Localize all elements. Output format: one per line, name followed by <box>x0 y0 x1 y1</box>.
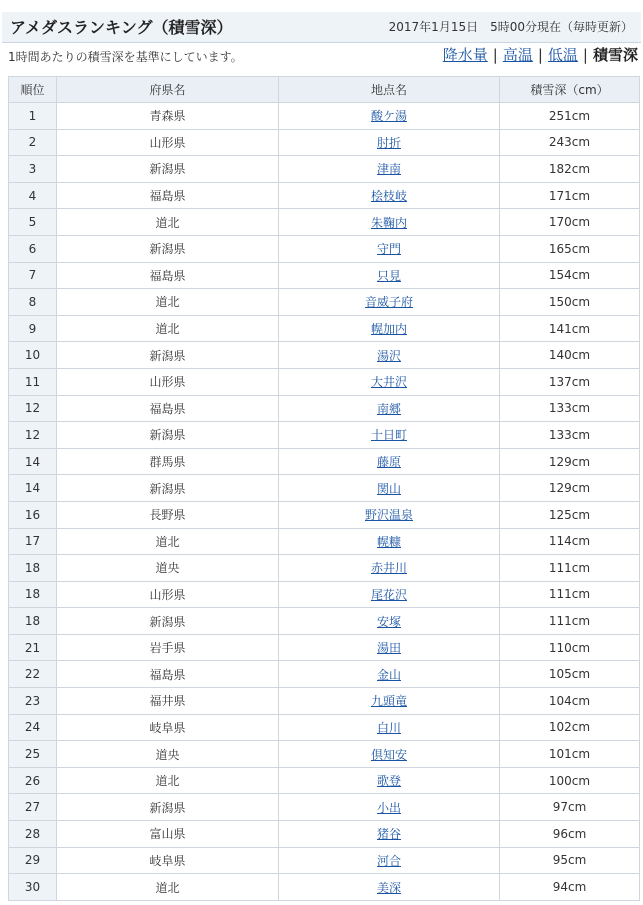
prefecture-cell: 道北 <box>57 528 279 555</box>
prefecture-cell: 新潟県 <box>57 156 279 183</box>
station-link[interactable]: 湯田 <box>376 641 401 656</box>
prefecture-cell: 山形県 <box>57 368 279 395</box>
station-link[interactable]: 守門 <box>376 242 401 257</box>
table-row <box>9 368 640 395</box>
station-link[interactable]: 倶知安 <box>370 747 407 762</box>
station-link[interactable]: 酸ケ湯 <box>370 109 407 124</box>
station-cell <box>279 235 500 262</box>
station-cell <box>279 688 500 715</box>
snow-depth-cell: 137cm <box>500 368 640 395</box>
rank-cell: 22 <box>9 661 57 688</box>
station-link[interactable]: 幌糠 <box>376 534 401 549</box>
table-row <box>9 608 640 635</box>
snow-depth-cell: 141cm <box>500 315 640 342</box>
station-link[interactable]: 南郷 <box>376 401 401 416</box>
station-cell <box>279 475 500 502</box>
station-link[interactable]: 湯沢 <box>376 348 401 363</box>
rank-cell: 8 <box>9 289 57 316</box>
prefecture-cell: 福島県 <box>57 182 279 209</box>
table-row <box>9 182 640 209</box>
table-row <box>9 767 640 794</box>
prefecture-cell: 長野県 <box>57 501 279 528</box>
station-cell <box>279 767 500 794</box>
station-link[interactable]: 津南 <box>376 162 401 177</box>
page-title: アメダスランキング（積雪深） <box>10 18 233 37</box>
rank-cell: 24 <box>9 714 57 741</box>
snow-depth-cell: 133cm <box>500 422 640 449</box>
snow-depth-cell: 101cm <box>500 741 640 768</box>
station-cell <box>279 342 500 369</box>
prefecture-cell: 新潟県 <box>57 608 279 635</box>
nav-current-snow-depth: 積雪深 <box>592 46 638 64</box>
prefecture-cell: 新潟県 <box>57 422 279 449</box>
table-row <box>9 874 640 901</box>
rank-cell: 17 <box>9 528 57 555</box>
rank-cell: 18 <box>9 608 57 635</box>
nav-separator: | <box>492 46 498 64</box>
station-link[interactable]: 関山 <box>376 481 401 496</box>
station-cell <box>279 555 500 582</box>
rank-cell: 21 <box>9 634 57 661</box>
table-row <box>9 821 640 848</box>
table-row <box>9 741 640 768</box>
nav-link-low-temp[interactable]: 低温 <box>547 46 578 64</box>
column-header-station: 地点名 <box>279 77 500 103</box>
nav-separator: | <box>537 46 543 64</box>
column-header-rank: 順位 <box>9 77 57 103</box>
prefecture-cell: 青森県 <box>57 103 279 130</box>
table-row <box>9 448 640 475</box>
station-cell <box>279 422 500 449</box>
station-link[interactable]: 尾花沢 <box>370 587 407 602</box>
rank-cell: 14 <box>9 448 57 475</box>
station-link[interactable]: 音威子府 <box>364 295 413 310</box>
station-cell <box>279 103 500 130</box>
snow-depth-cell: 111cm <box>500 608 640 635</box>
table-row <box>9 422 640 449</box>
table-row <box>9 156 640 183</box>
snow-depth-cell: 110cm <box>500 634 640 661</box>
snow-depth-cell: 154cm <box>500 262 640 289</box>
table-row <box>9 634 640 661</box>
station-cell <box>279 847 500 874</box>
rank-cell: 11 <box>9 368 57 395</box>
rank-cell: 26 <box>9 767 57 794</box>
prefecture-cell: 岐阜県 <box>57 714 279 741</box>
table-row <box>9 289 640 316</box>
prefecture-cell: 道央 <box>57 741 279 768</box>
rank-cell: 1 <box>9 103 57 130</box>
update-timestamp: 2017年1月15日 5時00分現在（毎時更新） <box>388 20 633 34</box>
station-link[interactable]: 野沢温泉 <box>364 508 413 523</box>
table-row <box>9 342 640 369</box>
rank-cell: 30 <box>9 874 57 901</box>
station-link[interactable]: 金山 <box>376 667 401 682</box>
rank-cell: 4 <box>9 182 57 209</box>
rank-cell: 6 <box>9 235 57 262</box>
prefecture-cell: 道央 <box>57 555 279 582</box>
rank-cell: 23 <box>9 688 57 715</box>
prefecture-cell: 山形県 <box>57 129 279 156</box>
snow-depth-cell: 95cm <box>500 847 640 874</box>
station-cell <box>279 209 500 236</box>
snow-depth-cell: 129cm <box>500 475 640 502</box>
prefecture-cell: 新潟県 <box>57 235 279 262</box>
table-row <box>9 129 640 156</box>
table-row <box>9 103 640 130</box>
prefecture-cell: 福井県 <box>57 688 279 715</box>
table-row <box>9 315 640 342</box>
station-cell <box>279 368 500 395</box>
rank-cell: 12 <box>9 422 57 449</box>
prefecture-cell: 福島県 <box>57 661 279 688</box>
rank-cell: 14 <box>9 475 57 502</box>
station-cell <box>279 741 500 768</box>
table-row <box>9 714 640 741</box>
column-header-snow-depth: 積雪深（cm） <box>500 77 640 103</box>
station-cell <box>279 262 500 289</box>
snow-depth-cell: 102cm <box>500 714 640 741</box>
station-cell <box>279 661 500 688</box>
prefecture-cell: 福島県 <box>57 395 279 422</box>
station-link[interactable]: 白川 <box>376 720 401 735</box>
snow-depth-cell: 100cm <box>500 767 640 794</box>
snow-depth-cell: 97cm <box>500 794 640 821</box>
table-row <box>9 235 640 262</box>
snow-depth-cell: 150cm <box>500 289 640 316</box>
station-link[interactable]: 幌加内 <box>370 322 407 337</box>
station-cell <box>279 129 500 156</box>
snow-depth-cell: 133cm <box>500 395 640 422</box>
station-link[interactable]: 藤原 <box>376 455 401 470</box>
rank-cell: 7 <box>9 262 57 289</box>
table-row <box>9 395 640 422</box>
table-row <box>9 794 640 821</box>
snow-depth-cell: 94cm <box>500 874 640 901</box>
station-cell <box>279 714 500 741</box>
station-link[interactable]: 河合 <box>376 853 401 868</box>
snow-depth-cell: 111cm <box>500 581 640 608</box>
column-header-prefecture: 府県名 <box>57 77 279 103</box>
prefecture-cell: 道北 <box>57 315 279 342</box>
rank-cell: 2 <box>9 129 57 156</box>
nav-separator: | <box>582 46 588 64</box>
table-row <box>9 262 640 289</box>
page-header <box>2 12 641 43</box>
ranking-table-body <box>9 103 640 901</box>
snow-depth-cell: 182cm <box>500 156 640 183</box>
snow-depth-cell: 105cm <box>500 661 640 688</box>
table-row <box>9 581 640 608</box>
station-link[interactable]: 美深 <box>376 880 401 895</box>
station-link[interactable]: 赤井川 <box>370 561 407 576</box>
snow-depth-cell: 114cm <box>500 528 640 555</box>
station-cell <box>279 156 500 183</box>
prefecture-cell: 道北 <box>57 209 279 236</box>
snow-depth-cell: 165cm <box>500 235 640 262</box>
rank-cell: 10 <box>9 342 57 369</box>
snow-depth-cell: 243cm <box>500 129 640 156</box>
snow-depth-cell: 111cm <box>500 555 640 582</box>
station-link[interactable]: 朱鞠内 <box>370 215 407 230</box>
prefecture-cell: 道北 <box>57 874 279 901</box>
station-link[interactable]: 大井沢 <box>370 375 407 390</box>
prefecture-cell: 新潟県 <box>57 475 279 502</box>
table-row <box>9 209 640 236</box>
rank-cell: 3 <box>9 156 57 183</box>
station-cell <box>279 501 500 528</box>
snow-depth-cell: 170cm <box>500 209 640 236</box>
table-row <box>9 688 640 715</box>
prefecture-cell: 富山県 <box>57 821 279 848</box>
table-row <box>9 501 640 528</box>
station-link[interactable]: 九頭竜 <box>370 694 407 709</box>
station-link[interactable]: 歌登 <box>376 774 401 789</box>
nav-link-high-temp[interactable]: 高温 <box>502 46 533 64</box>
snow-depth-cell: 104cm <box>500 688 640 715</box>
prefecture-cell: 山形県 <box>57 581 279 608</box>
station-link[interactable]: 猪谷 <box>376 827 401 842</box>
rank-cell: 5 <box>9 209 57 236</box>
snow-depth-cell: 140cm <box>500 342 640 369</box>
table-row <box>9 475 640 502</box>
rank-cell: 12 <box>9 395 57 422</box>
snow-depth-cell: 251cm <box>500 103 640 130</box>
table-row <box>9 555 640 582</box>
snow-depth-cell: 96cm <box>500 821 640 848</box>
ranking-note: 1時間あたりの積雪深を基準にしています。 <box>8 50 243 64</box>
station-cell <box>279 395 500 422</box>
station-cell <box>279 448 500 475</box>
prefecture-cell: 福島県 <box>57 262 279 289</box>
station-link[interactable]: 十日町 <box>370 428 407 443</box>
station-cell <box>279 528 500 555</box>
table-row <box>9 847 640 874</box>
snow-depth-cell: 129cm <box>500 448 640 475</box>
prefecture-cell: 新潟県 <box>57 794 279 821</box>
station-link[interactable]: 桧枝岐 <box>370 189 407 204</box>
station-cell <box>279 182 500 209</box>
rank-cell: 28 <box>9 821 57 848</box>
ranking-nav <box>443 44 638 65</box>
prefecture-cell: 道北 <box>57 289 279 316</box>
rank-cell: 16 <box>9 501 57 528</box>
table-header-row <box>9 77 640 103</box>
snow-depth-cell: 171cm <box>500 182 640 209</box>
ranking-table <box>8 76 640 901</box>
rank-cell: 18 <box>9 581 57 608</box>
station-cell <box>279 634 500 661</box>
snow-depth-cell: 125cm <box>500 501 640 528</box>
rank-cell: 9 <box>9 315 57 342</box>
prefecture-cell: 岩手県 <box>57 634 279 661</box>
prefecture-cell: 群馬県 <box>57 448 279 475</box>
station-cell <box>279 289 500 316</box>
prefecture-cell: 道北 <box>57 767 279 794</box>
prefecture-cell: 岐阜県 <box>57 847 279 874</box>
station-link[interactable]: 肘折 <box>376 135 401 150</box>
station-cell <box>279 608 500 635</box>
rank-cell: 27 <box>9 794 57 821</box>
station-link[interactable]: 安塚 <box>376 614 401 629</box>
station-cell <box>279 874 500 901</box>
table-row <box>9 528 640 555</box>
table-row <box>9 661 640 688</box>
station-cell <box>279 794 500 821</box>
station-cell <box>279 315 500 342</box>
rank-cell: 29 <box>9 847 57 874</box>
station-link[interactable]: 只見 <box>376 268 401 283</box>
rank-cell: 18 <box>9 555 57 582</box>
station-cell <box>279 821 500 848</box>
station-cell <box>279 581 500 608</box>
station-link[interactable]: 小出 <box>376 800 401 815</box>
nav-link-precipitation[interactable]: 降水量 <box>442 46 488 64</box>
prefecture-cell: 新潟県 <box>57 342 279 369</box>
rank-cell: 25 <box>9 741 57 768</box>
